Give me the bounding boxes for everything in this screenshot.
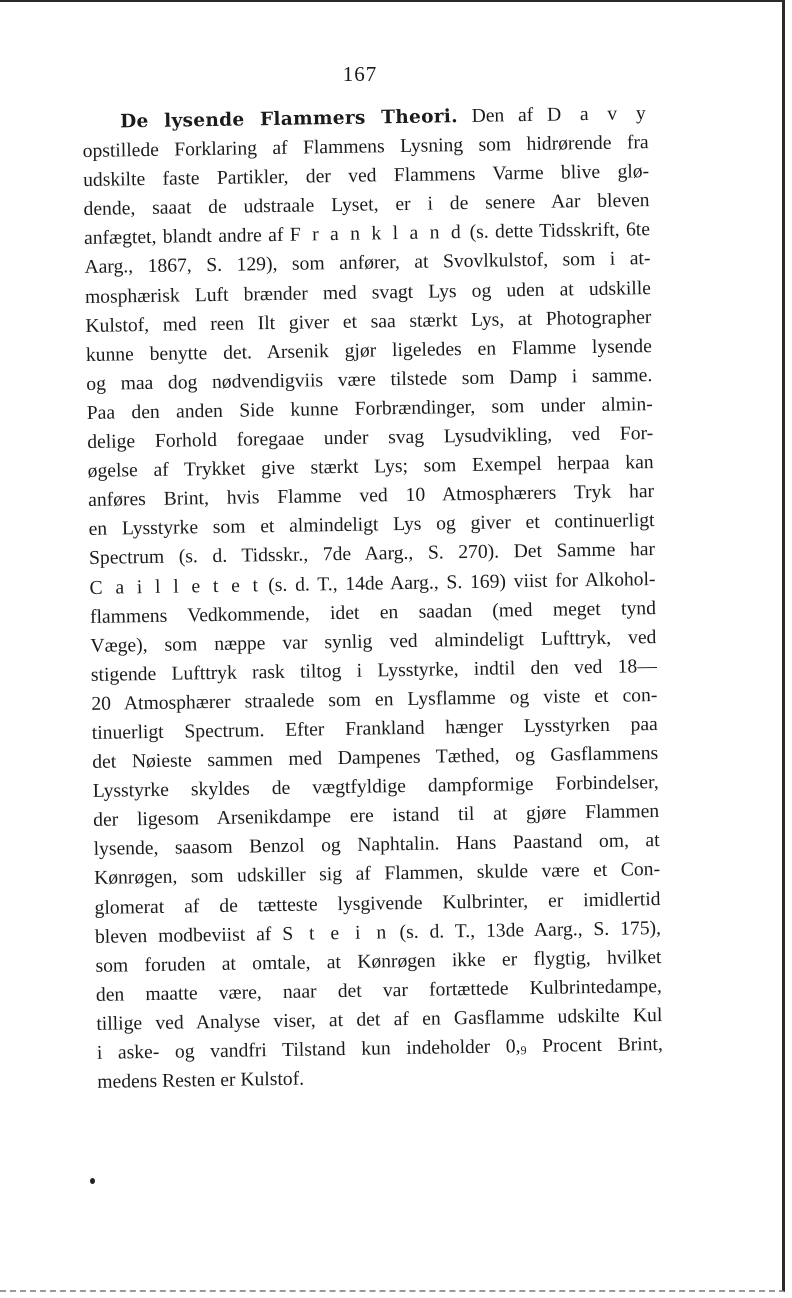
text-line: kunne benytte det. Arsenik gjør ligeledes en Flamme lysende	[85, 335, 652, 366]
text-line: bleven modbeviist af S t e i n (s. d. T., 13de Aarg., S. 175),	[94, 917, 662, 948]
text-line: udskilte faste Partikler, der ved Flammens Varme blive glø-	[82, 161, 650, 192]
author-name: S t e i n	[282, 921, 389, 945]
text-line: Kønrøgen, som udskiller sig af Flammen, skulde være et Con-	[93, 859, 661, 890]
author-name: C a i l l e t e t	[89, 574, 261, 599]
text-line: De lysende Flammers Theori. Den af D a v y	[120, 103, 649, 133]
text-line: dende, saaat de udstraale Lyset, er i de senere Aar bleven	[83, 190, 650, 221]
text-line: Spectrum (s. d. Tidsskr., 7de Aarg., S. 270). Det Samme har	[88, 539, 656, 570]
ink-dot	[90, 1178, 95, 1184]
text-line: Kulstof, med reen Ilt giver et saa stærkt Lys, at Photographer	[85, 306, 652, 337]
text-line: en Lysstyrke som et almindeligt Lys og giver et continuerligt	[88, 510, 655, 541]
text-line: som foruden at omtale, at Kønrøgen ikke er flygtig, hvilket	[95, 946, 662, 977]
text-line: den maatte være, naar det var fortættede Kulbrintedampe,	[95, 975, 663, 1006]
text-line: anføres Brint, hvis Flamme ved 10 Atmosphærers Tryk har	[88, 481, 655, 512]
article-body	[82, 99, 663, 1097]
text-line: anfægtet, blandt andre af F r a n k l a n d (s. dette Tidsskrift, 6te	[83, 219, 651, 250]
text-line: lysende, saasom Benzol og Naphtalin. Hans Paastand om, at	[93, 830, 660, 861]
text-line: der ligesom Arsenikdampe ere istand til at gjøre Flammen	[93, 801, 660, 832]
text-line: det Nøieste sammen med Dampenes Tæthed, og Gasflammens	[92, 743, 659, 773]
text-line: stigende Lufttryk rask tiltog i Lysstyrke, indtil den ved 18—	[90, 655, 658, 686]
text-line: medens Resten er Kulstof.	[97, 1068, 305, 1093]
page-number: 167	[342, 62, 378, 86]
text-line: opstillede Forklaring af Flammens Lysning som hidrørende fra	[82, 132, 649, 163]
text-line: øgelse af Trykket give stærkt Lys; som Exempel herpaa kan	[87, 452, 654, 483]
text-line: i aske- og vandfri Tilstand kun indeholder 0,9 Procent Brint,	[96, 1033, 663, 1064]
section-heading: De lysende Flammers Theori.	[120, 106, 459, 133]
text-line: Lysstyrke skyldes de vægtfyldige dampformige Forbindelser,	[92, 772, 659, 803]
text-line: flammens Vedkommende, idet en saadan (med meget tynd	[89, 597, 657, 628]
text-line: tillige ved Analyse viser, at det af en Gasflamme udskilte Kul	[96, 1004, 663, 1035]
author-name: D a v y	[546, 103, 649, 126]
text-line: 20 Atmosphærer straalede som en Lysflamme og viste et con-	[91, 684, 658, 715]
text-line: C a i l l e t e t (s. d. T., 14de Aarg., S. 169) viist for Alkohol-	[89, 568, 656, 599]
text-line: Aarg., 1867, S. 129), som anfører, at Svovlkulstof, som i at-	[84, 248, 651, 279]
text-line: delige Forhold foregaae under svag Lysudvikling, ved For-	[87, 423, 654, 453]
text-line: Væge), som næppe var synlig ved almindeligt Lufttryk, ved	[90, 626, 657, 657]
text-line: glomerat af de tætteste lysgivende Kulbrinter, er imidlertid	[94, 888, 661, 919]
author-name: F r a n k l a n d	[289, 222, 464, 247]
text-line: tinuerligt Spectrum. Efter Frankland hænger Lysstyrken paa	[91, 714, 658, 744]
text-line: Paa den anden Side kunne Forbrændinger, som under almin-	[86, 394, 653, 424]
text-line: mosphærisk Luft brænder med svagt Lys og uden at udskille	[84, 277, 652, 308]
text-line: og maa dog nødvendigviis være tilstede som Damp i samme.	[86, 364, 653, 395]
decimal-subscript: 9	[520, 1043, 527, 1058]
